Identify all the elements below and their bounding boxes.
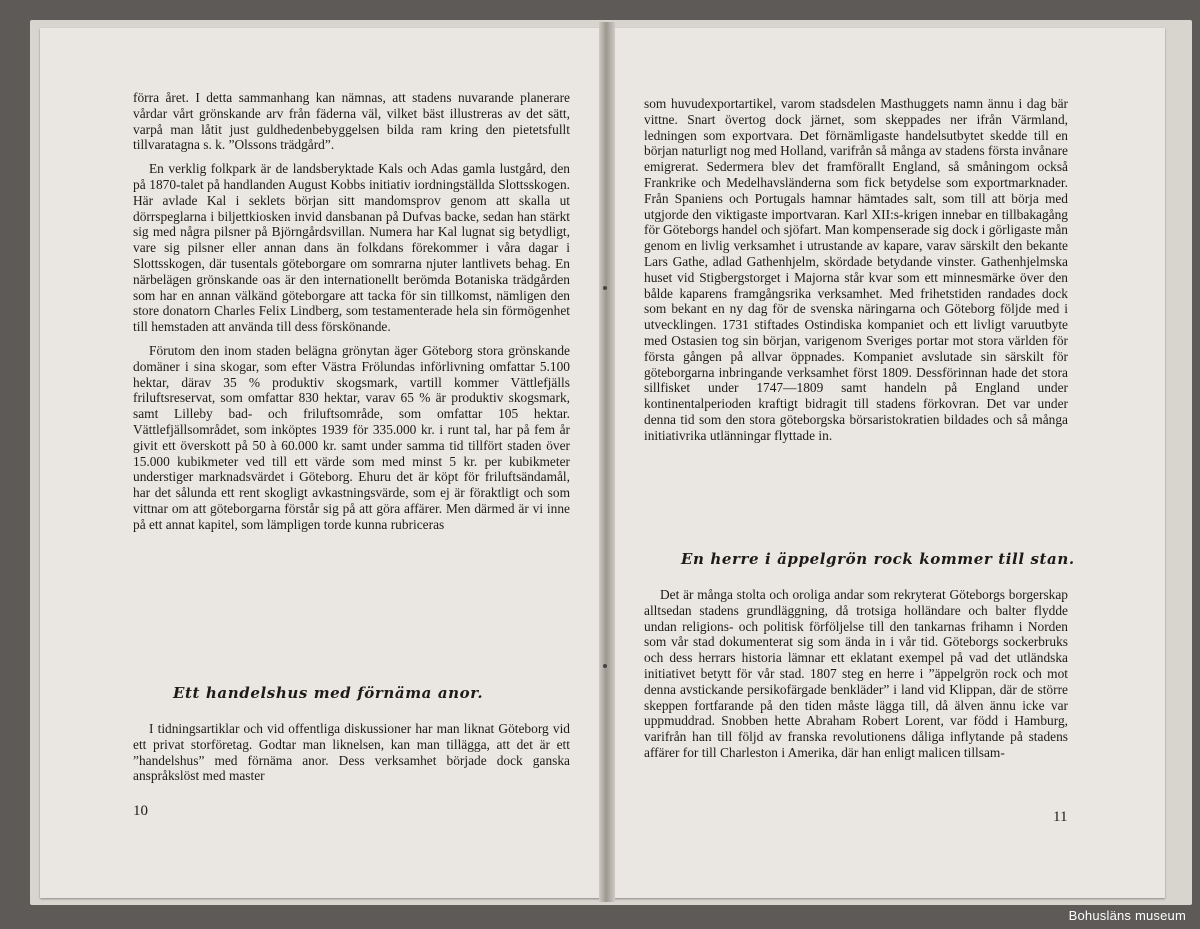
- left-section-heading: Ett handelshus med förnäma anor.: [173, 684, 484, 702]
- right-section-body: [644, 587, 1068, 761]
- left-paragraph-3: Förutom den inom staden belägna grönytan äger Göteborg stora grönskande domäner i sina skogar, som efter Västra Frölundas införlivning omfattar 5.100 hektar, därav 35 % produktiv skogsmark, vartill kommer Vättlefjälls friluftsreservat, som omfattar 830 hektar, varav 65 % är produktiv skogsmark, samt Lilleby bad- och friluftsområde, som omfattar 105 hektar. Vättlefjällsområdet, som inköptes 1939 för 335.000 kr. i runt tal, har på fem år givit ett överskott på 50 à 60.000 kr. samt under samma tid tillfört staden över 15.000 kubikmeter ved till ett värde som med minst 5 kr. per kubikmeter understiger marknadsvärdet i Göteborg. Ehuru det är köpt för friluftsändamål, har det sålunda ett rent skogligt avkastningsvärde, som ej är föraktligt och som vittnar om att göteborgarna förstår sig på att göra affärer. Men därmed är vi inne på ett annat kapitel, som lämpligen torde kunna rubriceras: [133, 342, 570, 532]
- left-paragraph-1: förra året. I detta sammanhang kan nämnas, att stadens nuvarande planerare vårdar vårt grönskande arv från fäderna väl, vilket bäst illustreras av det sätt, varpå man låtit just guldhedenbebyggelsen bilda ram kring den pietetsfullt tillvaratagna s. k. ”Olssons trädgård”.: [133, 90, 570, 153]
- right-section-paragraph: Det är många stolta och oroliga andar som rekryterat Göteborgs borgerskap alltsedan stadens grundläggning, då trotsiga holländare och balter flydde undan religions- och politisk förföljelse till den tankarnas frihamn i Norden som vår stad dokumenterat sig som ända in i vår tid. Göteborgs sockerbruks och dess herrars historia lämnar ett eklatant exempel på vad det utländska initiativet betytt för vår stad. 1807 steg en herre i ”äppelgrön rock och mot denna avstickande persikofärgade benkläder” i land vid Klippan, där de större skeppen fortfarande på den tiden måste lägga till, då älven ännu icke var uppmuddrad. Snobben hette Abraham Robert Lorent, var född i Hamburg, varifrån han till följd av franska revolutionens dåliga inflytande på stadens affärer for till Charleston i Amerika, där han enligt malicen tillsam-: [644, 587, 1068, 760]
- staple: [603, 286, 607, 290]
- page-number-right: 11: [1053, 809, 1068, 825]
- right-paragraph-1: som huvudexportartikel, varom stadsdelen Masthuggets namn ännu i dag bär vittne. Snart övertog dock järnet, som skeppades ner ifrån Värmland, ledningen som exportvara. Det förnämligaste handelsutbytet skedde till en början naturligt nog med Holland, varifrån så många av stadens första invånare emigrerat. Sedermera blev det framförallt England, så småningom också Frankrike och Medelhavsländerna som fick betydelse som exportmarknader. Från Spaniens och Portugals hamnar hämtades salt, som till att börja med utgjorde den viktigaste importvaran. Karl XII:s-krigen innebar en tillbakagång för Göteborgs handel och sjöfart. Man kompenserade sig dock i görligaste mån genom en livlig verksamhet i utrustande av kapare, varav särskilt den bekante Lars Gathe, adlad Gathenhjelm, skördade betydande vinster. Gathenhjelmska huset vid Stigbergstorget i Majorna står kvar som ett minnesmärke över den bålde kaparens framgångsrika verksamhet. Med frihetstiden randades dock som bekant en ny dag för de svenska näringarna och Göteborg följde med i utvecklingen. 1731 stiftades Ostindiska kompaniet och ett livligt varuutbyte med Ostasien tog sin början, varigenom Sveriges portar mot stora världen för första gången på allvar öppnades. Kompaniet avslutade sin särskilt för göteborgarna inbringande verksamhet först 1809. Dessförinnan hade det stora sillfisket under 1747—1809 samt handeln på England under kontinentalperioden kraftigt bidragit till stadens förkovran. Det var under denna tid som den stora göteborgska börsaristokratien bildades och så många initiativrika utlänningar flyttade in.: [644, 96, 1068, 443]
- book-gutter: [599, 22, 615, 902]
- left-section-paragraph: I tidningsartiklar och vid offentliga diskussioner har man liknat Göteborg vid ett privat storföretag. Godtar man liknelsen, kan man tillägga, att det är ett ”handelshus” med förnäma anor. Dess verksamhet började dock ganska anspråkslöst med master: [133, 721, 570, 784]
- page-number-left: 10: [133, 803, 148, 819]
- left-body-text: [133, 90, 570, 533]
- right-section-heading: En herre i äppelgrön rock kommer till stan.: [681, 550, 1075, 568]
- staple: [603, 664, 607, 668]
- left-paragraph-2: En verklig folkpark är de landsberyktade Kals och Adas gamla lustgård, den på 1870-talet på handlanden August Kobbs initiativ iordningställda Slottsskogen. Här avlade Kal i seklets början sitt mandomsprov genom att skalla ut dörrspeglarna i biljettkiosken invid dansbanan på Dufvas backe, sedan han stärkt sig med några pilsner på Björngårdsvillan. Numera har Kal lugnat sig betydligt, vare sig pilsner eller annan dans än folkdans förekommer i våra dagar i Slottsskogen, där tusentals göteborgare om somrarna njuter lantlivets behag. En närbelägen grönskande oas är den internationellt berömda Botaniska trädgården som har en annan välkänd göteborgare att tacka för sin tillkomst, nämligen den store donatorn Charles Felix Lindberg, som testamenterade hela sin förmögenhet till hemstaden att använda till dess förskönande.: [133, 161, 570, 335]
- left-section-body: [133, 721, 570, 784]
- right-body-text: [644, 96, 1068, 444]
- museum-watermark: Bohusläns museum: [1068, 908, 1186, 923]
